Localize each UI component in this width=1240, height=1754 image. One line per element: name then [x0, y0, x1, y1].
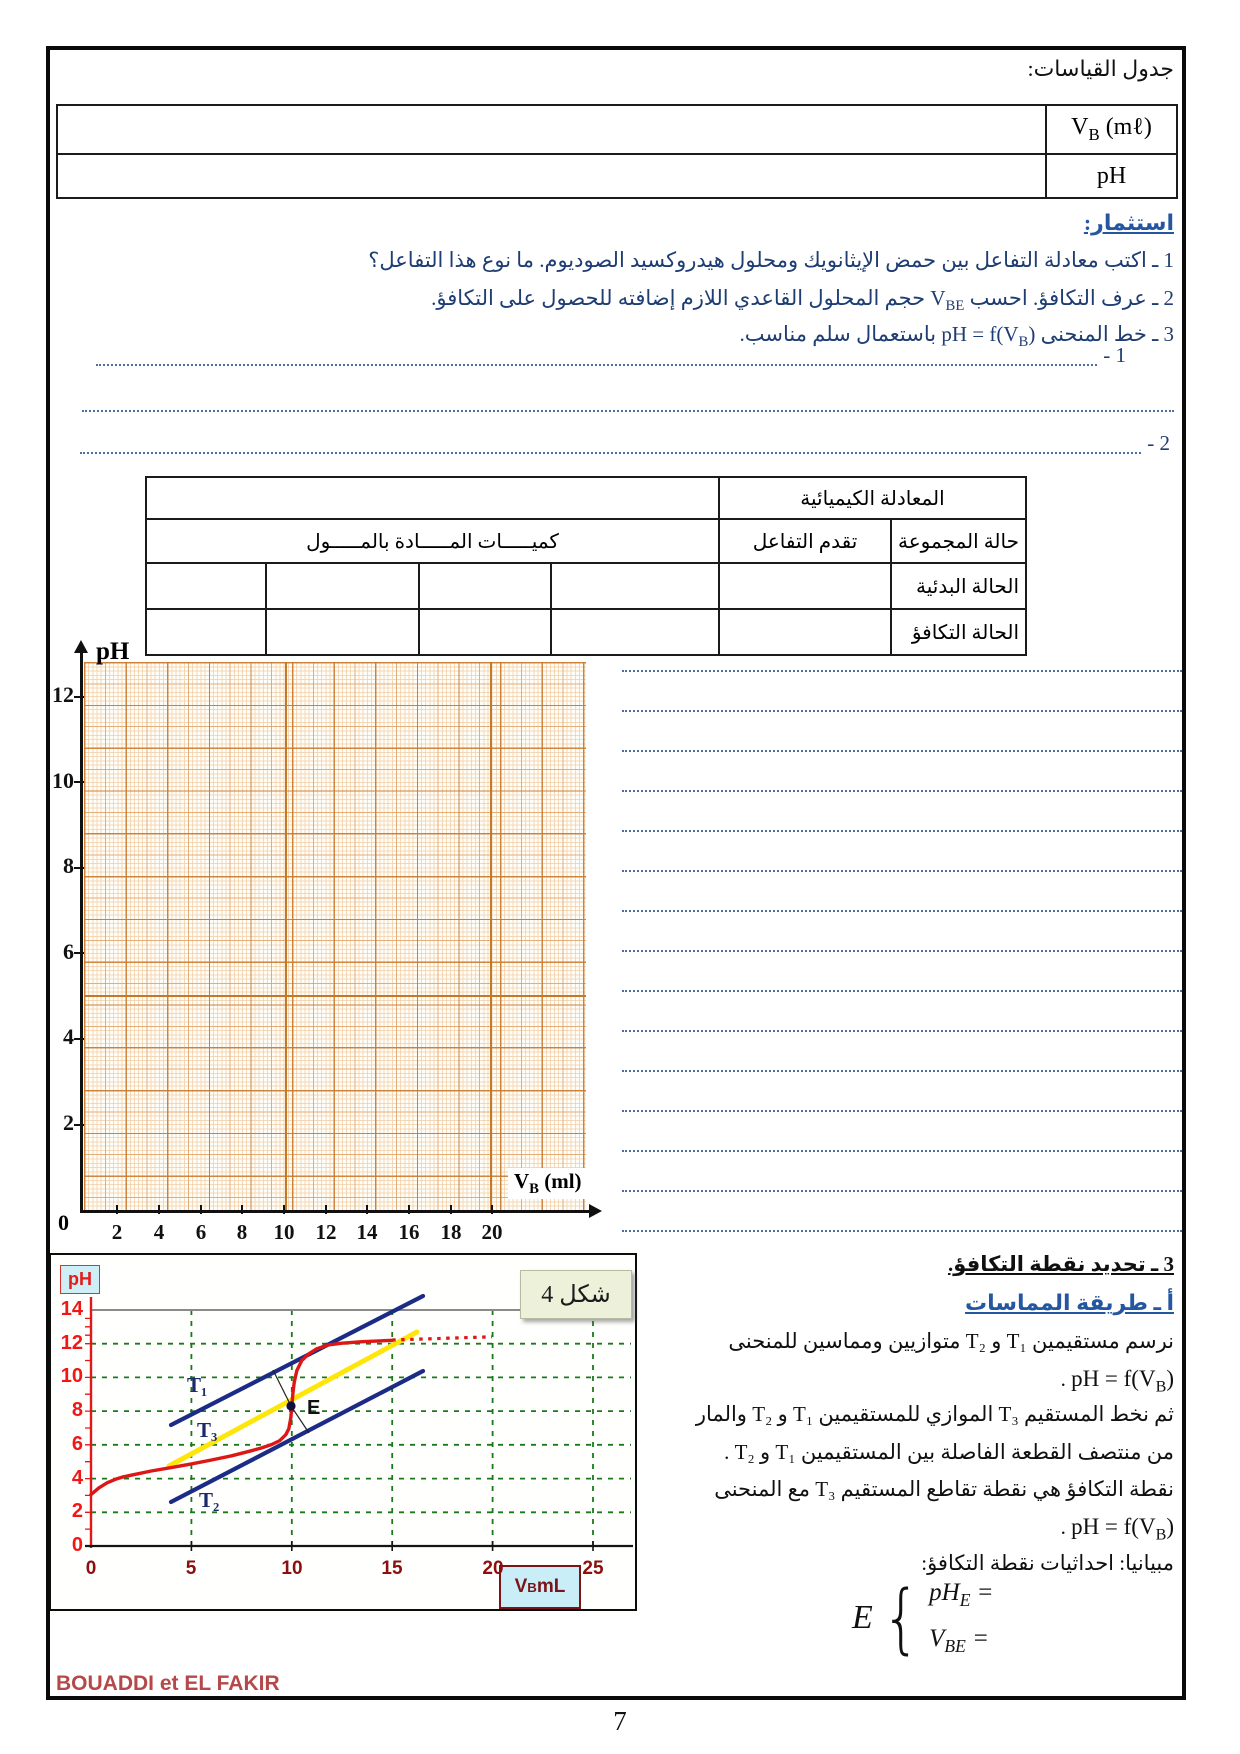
phE-row	[929, 1579, 993, 1611]
graphically-label: مبيانيا: احداثيات نقطة التكافؤ:	[921, 1551, 1174, 1575]
tangent-method-heading: أ ـ طريقة المماسات	[965, 1290, 1174, 1315]
y-tick	[74, 952, 84, 954]
method-paragraph-1: نرسم مستقيمين T₁ و T₂ متوازيين ومماسين للمنحنى	[728, 1329, 1174, 1353]
initial-state-label: الحالة البدئية	[891, 563, 1026, 609]
dotted-answer-rule	[622, 926, 1182, 952]
x-tick-label: 16	[398, 1220, 420, 1244]
x-tick-label: 20	[481, 1220, 503, 1244]
period: .	[1060, 1515, 1066, 1539]
table-row	[57, 105, 1177, 154]
x-tick	[366, 1205, 368, 1214]
ph-fvb-equation: pH = f(V	[1071, 1514, 1156, 1539]
method-paragraph-4: نقطة التكافؤ هي نقطة تقاطع المستقيم T₃ مع المنحنى	[714, 1477, 1174, 1501]
point-E-symbol: E	[852, 1599, 873, 1636]
y-axis-arrow-icon	[74, 640, 88, 653]
phE-symbol: pH	[929, 1579, 960, 1606]
figure-x-axis-box	[499, 1565, 581, 1609]
x-tick-label: 2	[111, 1220, 123, 1244]
vbe-sub: BE	[945, 298, 965, 315]
x-tick-label: 4	[153, 1220, 165, 1244]
tangent-t1-label: T₁	[187, 1373, 208, 1397]
table-row	[146, 477, 1026, 519]
empty-cell	[266, 563, 419, 609]
vbE-symbol: V	[929, 1625, 945, 1652]
graph-y-axis-label: pH	[96, 638, 130, 665]
figure-xlabel-sub: B	[527, 1579, 537, 1595]
x-tick-label: 14	[356, 1220, 378, 1244]
x-tick-label: 6	[195, 1220, 207, 1244]
dotted-answer-rule	[622, 966, 1182, 992]
page-number: 7	[613, 1706, 627, 1736]
equation-cell	[146, 477, 719, 519]
dotted-answer-rule	[96, 340, 1097, 366]
fig-y-tick-label: 12	[60, 1332, 83, 1354]
graph-x-axis-label	[508, 1168, 588, 1199]
dotted-answer-rule	[622, 1206, 1182, 1232]
x-tick-label: 18	[440, 1220, 462, 1244]
vbe-symbol: V	[930, 286, 946, 310]
table-row	[57, 154, 1177, 198]
dotted-answer-rule	[622, 886, 1182, 912]
y-tick-label: 6	[63, 939, 74, 964]
equivalence-point-heading: 3 ـ تحديد نقطة التكافؤ.	[948, 1252, 1174, 1276]
dotted-answer-rule	[622, 1086, 1182, 1112]
y-tick-label: 12	[52, 682, 74, 707]
figure-caption: شكل 4	[541, 1282, 611, 1308]
ph-header-cell: pH	[1046, 154, 1177, 198]
equivalence-state-label: الحالة التكافؤ	[891, 609, 1026, 655]
fig-y-tick-label: 4	[71, 1467, 83, 1489]
fig-y-tick-label: 0	[71, 1534, 83, 1556]
method-equation-1	[1061, 1366, 1174, 1397]
ph-fvb-sub: B	[1155, 1378, 1167, 1396]
answer-line-1	[90, 338, 1130, 366]
method-paragraph-2: ثم نخط المستقيم T₃ الموازي للمستقيمين T₁ و T₂ والمار	[695, 1402, 1174, 1426]
answer-2-number: 2 -	[1147, 431, 1170, 455]
x-tick	[450, 1205, 452, 1214]
tangent-t2-label: T₂	[199, 1488, 220, 1512]
vb-label: V	[1071, 114, 1089, 141]
fig-y-tick-label: 14	[60, 1298, 83, 1320]
answer-line-continuation	[82, 386, 1174, 412]
vb-values-cell	[57, 105, 1046, 154]
y-tick	[74, 867, 84, 869]
ph-fvb-close: )	[1166, 1366, 1174, 1391]
ph-fvb-sub: B	[1155, 1526, 1167, 1544]
dotted-answer-rule	[622, 1126, 1182, 1152]
figure-ph-axis-box	[60, 1265, 100, 1294]
vb-header-cell	[1046, 105, 1177, 154]
vbE-row	[929, 1625, 993, 1657]
empty-cell	[719, 563, 891, 609]
x-tick-label: 10	[273, 1220, 295, 1244]
fig-y-tick-label: 6	[71, 1433, 83, 1455]
table-row	[146, 519, 1026, 563]
ph-equation-sub: B	[1018, 334, 1029, 351]
vb-sub: B	[1088, 124, 1100, 144]
equals-sign: =	[976, 1579, 994, 1606]
equals-sign: =	[972, 1625, 989, 1652]
empty-cell	[266, 609, 419, 655]
y-tick-label: 4	[63, 1024, 74, 1049]
ph-fvb-equation: pH = f(V	[1071, 1366, 1156, 1391]
empty-cell	[146, 609, 266, 655]
equivalence-point-label: E	[307, 1397, 321, 1419]
fig-x-tick-label: 5	[185, 1558, 197, 1579]
method-paragraph-3: من منتصف القطعة الفاصلة بين المستقيمين T₁ و T₂ .	[724, 1440, 1174, 1464]
y-tick	[74, 781, 84, 783]
x-tick	[325, 1205, 327, 1214]
advancement-table	[145, 476, 1027, 656]
dotted-answer-rule	[622, 1166, 1182, 1192]
question-3-text-end: باستعمال سلم مناسب.	[739, 322, 942, 346]
question-2	[431, 286, 1174, 315]
x-tick	[158, 1205, 160, 1214]
fig-y-tick-label: 8	[71, 1399, 83, 1421]
question-2-text: 2 ـ عرف التكافؤ. احسب	[964, 286, 1174, 310]
x-tick-label: 12	[315, 1220, 337, 1244]
y-tick-label: 2	[63, 1110, 74, 1135]
x-tick	[283, 1205, 285, 1214]
empty-cell	[419, 563, 551, 609]
y-tick-label: 8	[63, 853, 74, 878]
measurements-table	[56, 104, 1178, 199]
progress-header: تقدم التفاعل	[719, 519, 891, 563]
dotted-answer-rule	[622, 726, 1182, 752]
dotted-answer-rule	[80, 428, 1141, 454]
x-tick	[491, 1205, 493, 1214]
figure-xlabel-v: V	[514, 1576, 528, 1597]
dotted-answer-rule	[622, 806, 1182, 832]
measurements-title: جدول القياسات:	[1027, 56, 1174, 81]
x-tick-label: 8	[236, 1220, 248, 1244]
answer-line-2	[74, 426, 1174, 454]
empty-cell	[419, 609, 551, 655]
question-2-text-end: حجم المحلول القاعدي اللازم إضافته للحصول على التكافؤ.	[431, 286, 931, 310]
phE-sub: E	[959, 1590, 971, 1610]
dotted-answer-rule	[622, 1046, 1182, 1072]
method-equation-2	[1061, 1514, 1174, 1545]
fig-y-tick-label: 10	[60, 1365, 83, 1387]
state-header: حالة المجموعة	[891, 519, 1026, 563]
x-axis-arrow-icon	[589, 1204, 602, 1218]
question-3-text: 3 ـ خط المنحنى	[1035, 322, 1174, 346]
paper-major-line-10ml	[285, 662, 287, 1212]
empty-cell	[146, 563, 266, 609]
ph-equation-close: )	[1028, 322, 1036, 346]
table-row	[146, 563, 1026, 609]
y-tick	[74, 1038, 84, 1040]
chemical-equation-header: المعادلة الكيميائية	[719, 477, 1026, 519]
figure-4	[49, 1253, 637, 1611]
ph-values-cell	[57, 154, 1046, 198]
vb-unit: (mℓ)	[1099, 114, 1152, 141]
y-tick	[74, 696, 84, 698]
ph-fvb-close: )	[1166, 1514, 1174, 1539]
paper-major-line-20ml	[490, 662, 492, 1212]
dotted-answer-rule	[622, 686, 1182, 712]
graph-y-axis	[80, 650, 83, 1212]
period: .	[1060, 1367, 1066, 1391]
origin-label: 0	[58, 1210, 69, 1235]
millimeter-graph-paper	[84, 662, 586, 1212]
x-tick	[241, 1205, 243, 1214]
xlabel-v: V	[514, 1169, 530, 1193]
x-tick	[200, 1205, 202, 1214]
fig-x-tick-label: 0	[85, 1558, 97, 1579]
exploitation-heading: استثمار:	[1083, 210, 1174, 235]
dotted-answer-rule	[622, 766, 1182, 792]
fig-x-tick-label: 15	[381, 1558, 403, 1579]
paper-major-line-ph5	[84, 995, 586, 997]
x-tick	[116, 1205, 118, 1214]
fig-x-tick-label: 10	[281, 1558, 303, 1579]
dotted-answer-rule	[622, 1006, 1182, 1032]
ph-equation: pH = f(V	[941, 322, 1019, 346]
authors-footer: BOUADDI et EL FAKIR	[56, 1672, 280, 1695]
question-1: 1 ـ اكتب معادلة التفاعل بين حمض الإيثانويك ومحلول هيدروكسيد الصوديوم. ما نوع هذا التفاعل؟	[368, 248, 1174, 272]
tangent-t3-label: T₃	[197, 1418, 218, 1442]
vbE-sub: BE	[944, 1636, 966, 1656]
brace-icon: {	[881, 1573, 921, 1662]
dotted-answer-rule	[622, 646, 1182, 672]
dotted-answer-rule	[622, 846, 1182, 872]
amounts-header: كميـــــات المـــــادة بالمـــــول	[146, 519, 719, 563]
y-tick	[74, 1124, 84, 1126]
fig-x-tick-label: 20	[482, 1558, 504, 1579]
answer-1-number: 1 -	[1103, 343, 1126, 367]
equivalence-coordinates-equation	[852, 1573, 994, 1662]
graph-x-axis	[80, 1210, 591, 1213]
empty-cell	[551, 563, 719, 609]
x-tick	[408, 1205, 410, 1214]
figure-xlabel-unit: mL	[536, 1576, 566, 1597]
fig-y-tick-label: 2	[71, 1500, 83, 1522]
figure-caption-box	[520, 1270, 632, 1319]
figure-ph-label: pH	[68, 1269, 92, 1289]
y-tick-label: 10	[52, 768, 74, 793]
xlabel-sub: B	[529, 1181, 539, 1198]
fig-x-tick-label: 25	[582, 1558, 604, 1579]
xlabel-unit: (ml)	[538, 1169, 582, 1193]
